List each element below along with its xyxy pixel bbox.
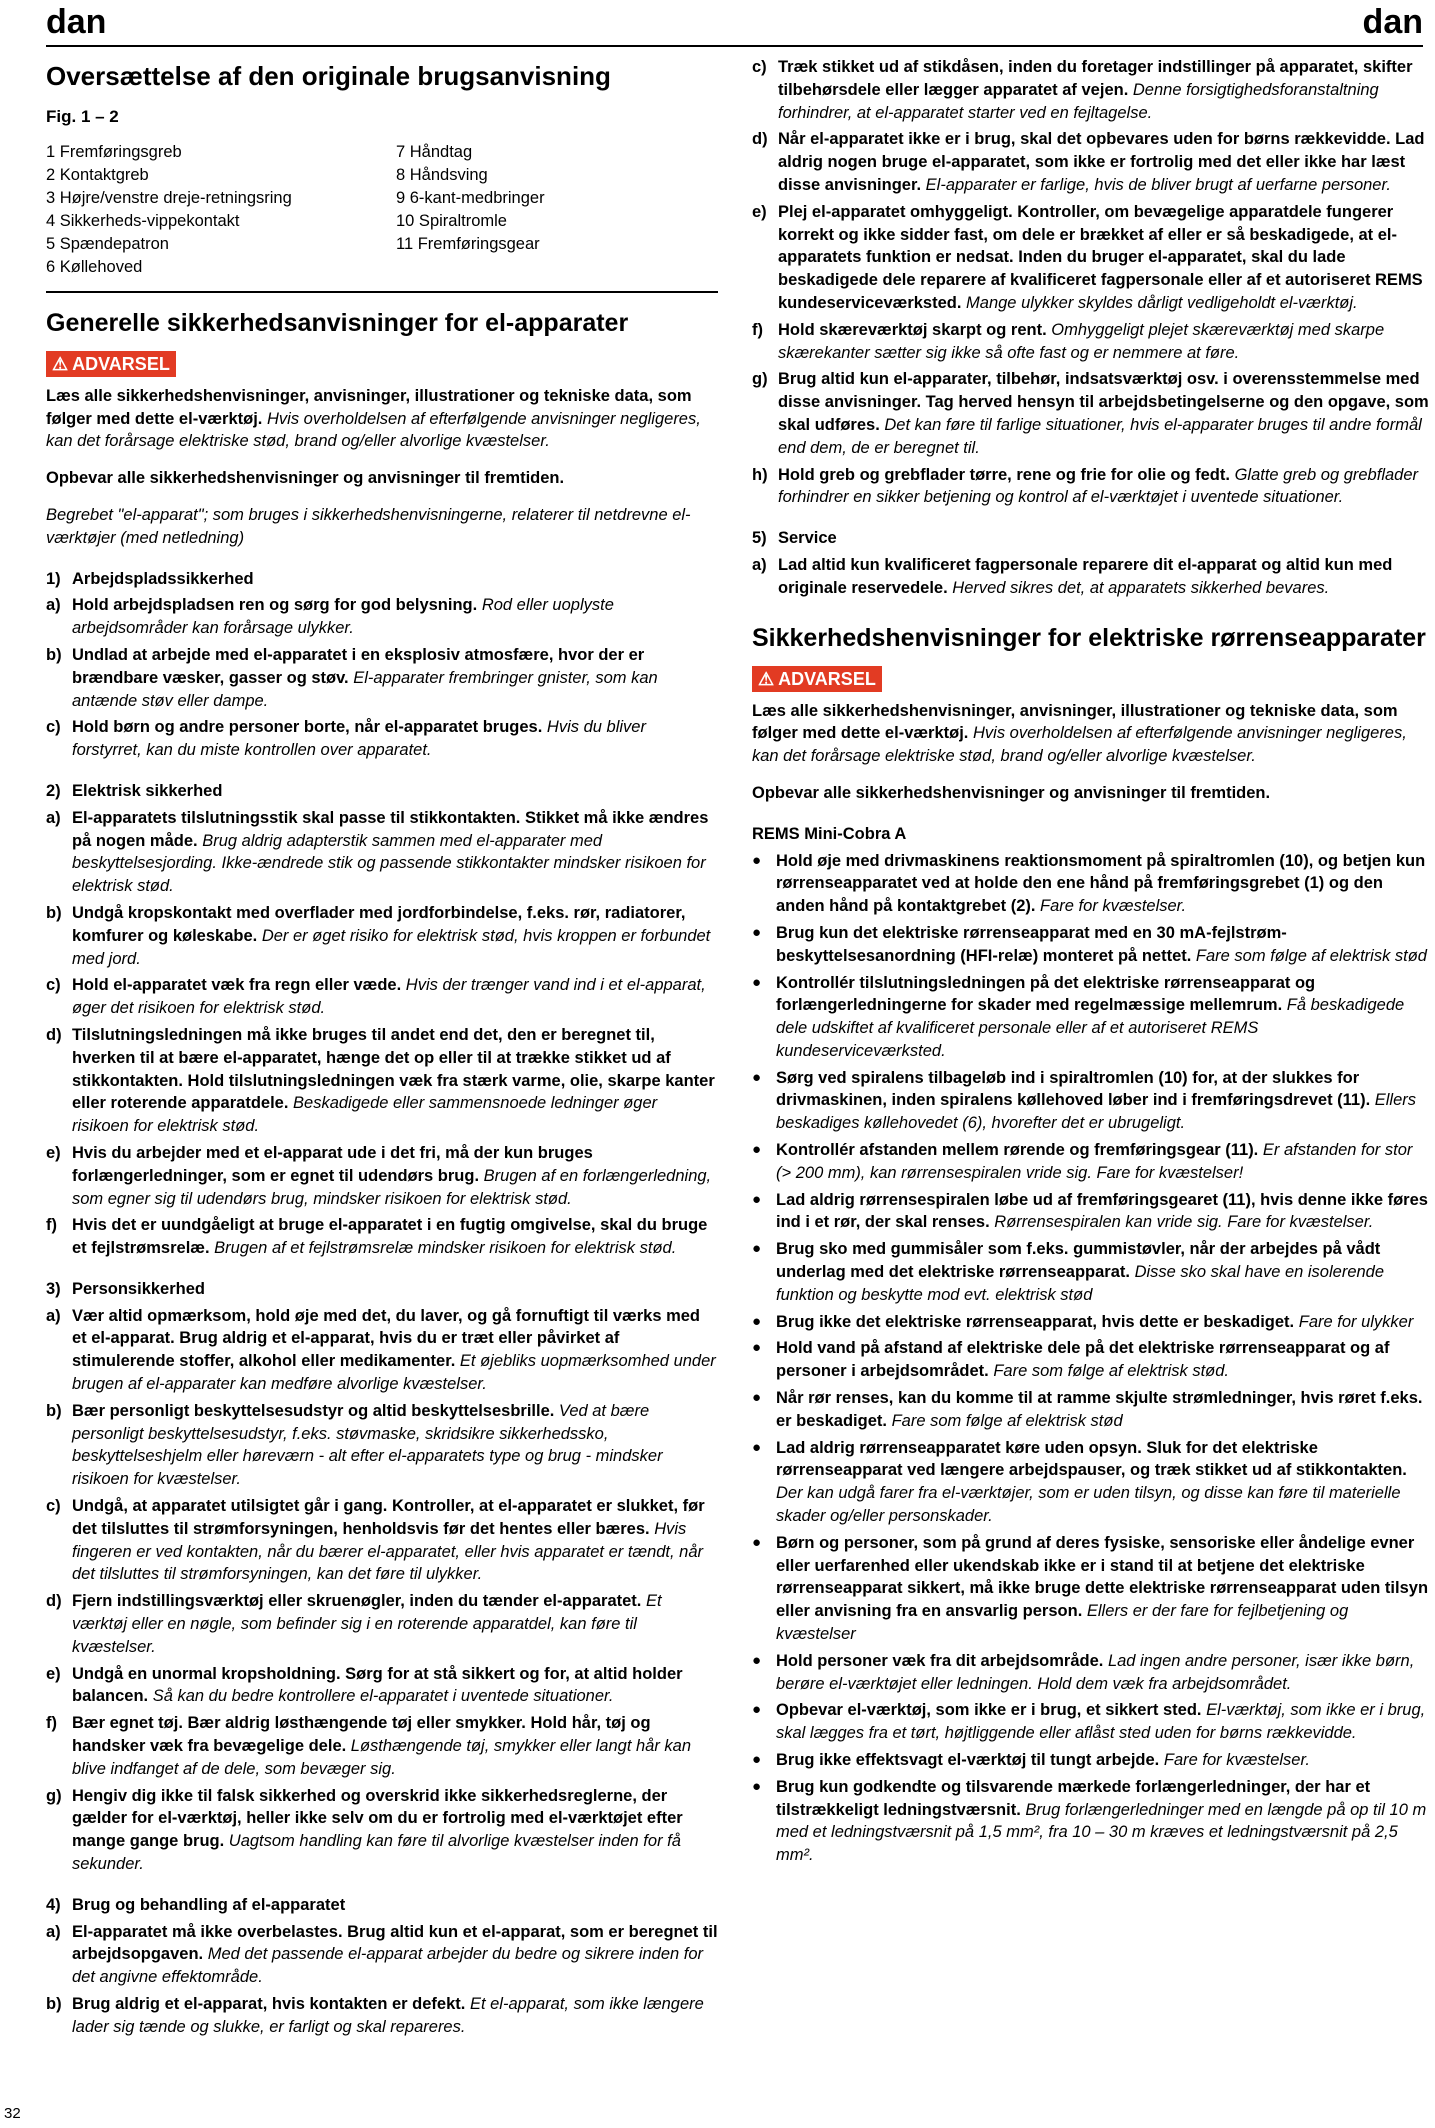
left-sections [46,568,718,2039]
item-explanation: Denne forsigtighedsforanstaltning forhindrer, at el-apparatet starter ved en fejltagelse. [778,80,1379,122]
item-explanation: Brugen af en forlængerledning, som egner sig til udendørs brug, mindsker risikoen for elektrisk stød. [72,1166,712,1208]
bullet-explanation: Fare som følge af elektrisk stød. [993,1362,1229,1381]
part-item: 9 6-kant-medbringer [396,188,545,207]
left-column [46,56,718,2043]
item-instruction: Vær altid opmærksom, hold øje med det, du laver, og gå fornuftigt til værks med et el-apparat. Brug aldrig et el-apparat, hvis du er træt eller påvirket af stimulerende stoffer, alkohol eller medikamenter. [72,1306,701,1371]
bullet-dot-icon: ● [752,1389,762,1407]
item-label: f) [46,1714,57,1733]
bullet-item [752,1238,1432,1306]
part-item: 8 Håndsving [396,165,488,184]
use-care-items-continued [752,56,1432,509]
bullet-text [776,1189,1432,1235]
bullet-instruction: Brug kun godkendte og tilsvarende mærkede forlængerledninger, der har et tilstrækkeligt ledningstværsnit. [776,1777,1371,1819]
list-item [46,644,718,712]
list-item [46,1495,718,1586]
item-explanation: Løsthængende tøj, smykker eller langt hår kan blive indfanget af de dele, som bevæger sig. [72,1737,692,1778]
bullet-instruction: Hold vand på afstand af elektriske dele på det elektriske rørrenseapparat og af personer i arbejdsområdet. [776,1339,1390,1381]
item-instruction: Brug aldrig et el-apparat, hvis kontakten er defekt. [72,1995,466,2013]
item-instruction: Undgå, at apparatet utilsigtet går i gang. Kontroller, at el-apparatet er slukket, før det tilsluttes til strømforsyningen, henholdsvis før det hentes eller bæres. [72,1497,705,1538]
bullet-dot-icon: ● [752,1777,762,1795]
item-explanation: El-apparater er farlige, hvis de bliver brugt af uerfarne personer. [925,175,1391,194]
page-number: 32 [4,2105,21,2122]
bullet-dot-icon: ● [752,1701,762,1719]
item-instruction: Plej el-apparatet omhyggeligt. Kontroller, om bevægelige apparatdele fungerer korrekt og ikke sidder fast, om dele er brækket af eller er så beskadigede, at el-apparatets funktion er nedsat. Inden du bruger el-apparatet, skal du lade beskadigede dele reparere af kvalificeret fagpersonale eller af et autoriseret REMS kundeserviceværksted. [778,202,1423,312]
item-instruction: El-apparatet må ikke overbelastes. Brug altid kun et el-apparat, som er beregnet til arbejdsopgaven. [72,1922,718,1964]
intro-bold: Læs alle sikkerhedshenvisninger, anvisninger, illustrationer og tekniske data, som følger med dette el-værktøj. [752,701,1398,743]
section-divider [46,291,718,293]
bullet-explanation: Ellers er der fare for fejlbetjening og kvæstelser [776,1602,1349,1644]
item-text [72,1785,718,1876]
bullet-explanation: Fare som følge af elektrisk stød [1195,946,1427,965]
item-text [778,464,1432,510]
item-instruction: Bær egnet tøj. Bær aldrig løsthængende tøj eller smykker. Hold hår, tøj og handsker væk fra bevægelige dele. [72,1714,651,1756]
list-item [46,1214,718,1260]
item-instruction: Når el-apparatet ikke er i brug, skal det opbevares uden for børns rækkevidde. Lad aldrig nogen bruge el-apparatet, som ikke er fortrolig med det eller ikke har læst disse anvisninger. [778,130,1425,194]
item-instruction: Træk stikket ud af stikdåsen, inden du foretager indstillinger på apparatet, skifter tilbehørsdele eller lægger apparatet af vejen. [778,58,1413,99]
section-title-text: Arbejdspladssikkerhed [72,569,254,588]
part-item: 10 Spiraltromle [396,211,507,230]
item-explanation: Brug aldrig adapterstik sammen med el-apparater med beskyttelsesjording. Ikke-ændrede stik og passende stikkontakter mindsker risikoen for elektrisk stød. [72,831,706,896]
warning-triangle-icon: ⚠ [52,353,69,374]
warning-label: ADVARSEL [778,668,876,689]
item-instruction: Lad altid kun kvalificeret fagpersonale reparere dit el-apparat og altid kun med originale reservedele. [778,555,1393,597]
item-text [778,554,1432,600]
item-label: d) [46,1025,62,1044]
item-instruction: Undlad at arbejde med el-apparatet i en eksplosiv atmosfære, hvor der er brændbare væsker, gasser og støv. [72,645,645,687]
bullet-instruction: Brug sko med gummisåler som f.eks. gummistøvler, når der arbejdes på vådt underlag med det elektriske rørrenseapparat. [776,1240,1381,1282]
item-explanation: Der er øget risiko for elektrisk stød, hvis kroppen er forbundet med jord. [72,926,711,968]
part-item: 2 Kontaktgreb [46,165,149,184]
bullet-text [776,1387,1432,1433]
general-safety-heading: Generelle sikkerhedsanvisninger for el-apparater [46,308,629,337]
item-text [778,56,1432,124]
item-instruction: Hvis det er uundgåeligt at bruge el-apparatet i en fugtig omgivelse, skal du bruge et fejlstrømsrelæ. [72,1216,708,1258]
right-column [752,56,1432,1871]
item-label: b) [46,903,62,922]
item-label: h) [752,465,768,484]
item-text [72,594,718,640]
bullet-dot-icon: ● [752,1651,762,1669]
item-explanation: Brugen af et fejlstrømsrelæ mindsker risikoen for elektrisk stød. [214,1239,677,1258]
figure-reference: Fig. 1 – 2 [46,107,119,126]
intro-italic: Hvis overholdelsen af efterfølgende anvisninger negligeres, kan det forårsage elektriske stød, brand og/eller alvorlige kvæstelser. [752,724,1407,766]
product-subheading: REMS Mini-Cobra A [752,824,907,843]
bullet-text [776,1776,1432,1867]
section-title [46,568,718,591]
list-item [46,902,718,970]
bullet-dot-icon: ● [752,1141,762,1159]
bullet-item [752,1749,1432,1772]
bullet-explanation: Lad ingen andre personer, især ikke børn, berøre el-værktøjet eller ledningen. Hold dem væk fra arbejdsområdet. [776,1651,1415,1693]
header-language-right: dan [1362,3,1423,41]
bullet-instruction: Lad aldrig rørrensespiralen løbe ud af fremføringsgearet (11), hvis denne ikke føres ind i et rør, der skal renses. [776,1190,1428,1232]
item-explanation: Mange ulykker skyldes dårligt vedligeholdt el-værktøj. [966,293,1358,312]
list-item [46,1305,718,1396]
bullet-instruction: Kontrollér tilslutningsledningen på det elektriske rørrenseapparat og forlængerledningerne for skader med regelmæssige mellemrum. [776,973,1316,1015]
bullet-text [776,1311,1432,1334]
bullet-instruction: Kontrollér afstanden mellem rørende og fremføringsgear (11). [776,1141,1259,1160]
item-label: c) [46,976,61,995]
item-label: c) [46,1497,61,1516]
bullet-explanation: Der kan udgå farer fra el-værktøjer, som er uden tilsyn, og disse kan føre til materielle skader og/eller personskader. [776,1484,1401,1526]
bullet-explanation: El-værktøj, som ikke er i brug, skal lægges fra et tørt, højtliggende eller aflåst sted uden for børns rækkevidde. [776,1701,1426,1743]
item-instruction: Hengiv dig ikke til falsk sikkerhed og overskrid ikke sikkerhedsreglerne, der gælder for el-værktøj, heller ikke selv om du er fortrolig med el-værktøjet efter mange gange brug. [72,1786,683,1851]
item-explanation: Herved sikres det, at apparatets sikkerhed bevares. [952,578,1330,597]
item-text [72,1214,718,1260]
parts-list [46,141,718,279]
list-item [46,974,718,1020]
item-instruction: Hold el-apparatet væk fra regn eller væde. [72,976,402,995]
item-text [778,319,1432,365]
section-title-text: Personsikkerhed [72,1279,205,1298]
section-number: 2) [46,781,61,800]
intro-bold: Læs alle sikkerhedshenvisninger, anvisninger, illustrationer og tekniske data, som følger med dette el-værktøj. [46,386,692,428]
drain-cleaner-safety-heading: Sikkerhedshenvisninger for elektriske rørrenseapparater [752,623,1426,652]
bullet-explanation: Disse sko skal have en isolerende funktion og beskytte mod evt. elektrisk stød [776,1263,1385,1304]
part-item: 3 Højre/venstre dreje-retningsring [46,188,292,207]
bullet-instruction: Når rør renses, kan du komme til at ramme skjulte strømledninger, hvis røret f.eks. er beskadiget. [776,1389,1423,1430]
item-label: f) [752,320,763,339]
bullet-text [776,1067,1432,1135]
item-text [72,1921,718,1989]
document-title: Oversættelse af den originale brugsanvisning [46,61,611,91]
section-number: 1) [46,569,61,588]
bullet-list [752,850,1432,1867]
bullet-item [752,1699,1432,1745]
bullet-explanation: Få beskadigede dele udskiftet af kvalificeret personale eller af et autoriseret REMS kundeserviceværksted. [776,996,1405,1060]
section-title [46,780,718,803]
bullet-explanation: Er afstanden for stor (> 200 mm), kan rørrensespiralen vride sig. Fare for kvæstelser! [776,1141,1413,1182]
item-label: e) [46,1143,61,1162]
part-item: 6 Køllehoved [46,257,143,276]
bullet-dot-icon: ● [752,1339,762,1357]
item-explanation: Hvis fingeren er ved kontakten, når du bærer el-apparatet, eller hvis apparatet er tændt, når det tilsluttes til strømforsyningen, kan det føre til ulykker. [72,1519,704,1584]
item-label: b) [46,1401,62,1420]
bullet-explanation: Fare for kvæstelser. [1040,897,1187,916]
list-item [752,554,1432,600]
item-explanation: Et øjebliks uopmærksomhed under brugen af el-apparater kan medføre alvorlige kvæstelser. [72,1352,716,1394]
keep-instructions: Opbevar alle sikkerhedshenvisninger og anvisninger til fremtiden. [46,469,565,488]
item-instruction: Hold greb og grebflader tørre, rene og frie for olie og fedt. [778,465,1230,484]
bullet-item [752,1139,1432,1185]
item-text [72,902,718,970]
list-item [752,128,1432,196]
bullet-item [752,1776,1432,1867]
item-text [72,1142,718,1210]
bullet-text [776,1139,1432,1185]
item-explanation: Det kan føre til farlige situationer, hvis el-apparater bruges til andre formål end dem, de er beregnet til. [778,415,1422,457]
bullet-dot-icon: ● [752,1240,762,1258]
section-title-text: Brug og behandling af el-apparatet [72,1895,346,1914]
bullet-text [776,1749,1432,1772]
item-explanation: Hvis du bliver forstyrret, kan du miste kontrollen over apparatet. [72,718,646,760]
warning-triangle-icon: ⚠ [758,668,775,689]
item-text [72,1400,718,1491]
bullet-explanation: Rørrensespiralen kan vride sig. Fare for kvæstelser. [994,1213,1374,1232]
bullet-item [752,972,1432,1063]
item-explanation: Uagtsom handling kan føre til alvorlige kvæstelser inden for få sekunder. [72,1832,681,1874]
list-item [752,319,1432,365]
bullet-dot-icon: ● [752,973,762,991]
bullet-dot-icon: ● [752,1533,762,1551]
list-item [752,201,1432,315]
item-text [72,1712,718,1780]
bullet-text [776,1650,1432,1696]
list-item [752,56,1432,124]
item-explanation: Et el-apparat, som ikke længere lader sig tænde og slukke, er farligt og skal repareres. [72,1995,704,2036]
item-explanation: Et værktøj eller en nøgle, som befinder sig i en roterende apparatdel, kan føre til kvæstelser. [72,1592,662,1656]
bullet-text [776,850,1432,918]
bullet-explanation: Fare for ulykker [1298,1312,1414,1331]
item-explanation: Med det passende el-apparat arbejder du bedre og sikrere inden for det angivne effektområde. [72,1945,704,1987]
part-item: 1 Fremføringsgreb [46,142,182,161]
bullet-instruction: Brug ikke det elektriske rørrenseapparat, hvis dette er beskadiget. [776,1312,1295,1331]
item-explanation: Beskadigede eller sammensnoede ledninger øger risikoen for elektrisk stød. [72,1094,658,1136]
section-title [46,1894,718,1917]
item-label: a) [46,808,61,827]
bullet-instruction: Brug ikke effektsvagt el-værktøj til tungt arbejde. [776,1751,1160,1769]
item-text [72,1495,718,1586]
bullet-item [752,1311,1432,1334]
bullet-instruction: Lad aldrig rørrenseapparatet køre uden opsyn. Sluk for det elektriske rørrenseapparat ved længere arbejdspauser, og træk stikket ud af stikkontakten. [776,1438,1407,1480]
item-label: b) [46,645,62,664]
item-label: g) [752,370,768,389]
bullet-dot-icon: ● [752,1438,762,1456]
bullet-item [752,1067,1432,1135]
item-text [72,807,718,898]
warning-badge [752,666,882,692]
bullet-text [776,922,1432,968]
parts-list-col-1 [46,141,396,279]
item-instruction: Brug altid kun el-apparater, tilbehør, indsatsværktøj osv. i overensstemmelse med disse anvisninger. Tag herved hensyn til arbejdsbetingelserne og den opgave, som skal udføres. [778,370,1429,434]
bullet-item [752,1437,1432,1528]
header-language-left: dan [46,3,107,41]
item-instruction: Hvis du arbejder med et el-apparat ude i det fri, må der kun bruges forlængerledninger, som er egnet til udendørs brug. [72,1143,593,1185]
item-instruction: Hold børn og andre personer borte, når el-apparatet bruges. [72,718,543,737]
item-explanation: El-apparater frembringer gnister, som kan antænde støv eller dampe. [72,668,658,710]
item-text [72,716,718,762]
item-text [72,1663,718,1709]
bullet-text [776,972,1432,1063]
item-instruction: Hold arbejdspladsen ren og sørg for god belysning. [72,596,478,615]
bullet-item [752,1387,1432,1433]
item-text [778,128,1432,196]
section-number: 3) [46,1279,61,1298]
warning-badge [46,351,176,377]
bullet-dot-icon: ● [752,851,762,869]
item-instruction: Bær personligt beskyttelsesudstyr og altid beskyttelsesbrille. [72,1401,555,1420]
parts-list-col-2 [396,141,716,279]
part-item: 11 Fremføringsgear [396,234,540,253]
list-item [46,716,718,762]
bullet-instruction: Opbevar el-værktøj, som ikke er i brug, et sikkert sted. [776,1701,1202,1720]
item-label: e) [752,202,767,221]
item-label: c) [752,58,767,76]
list-item [752,464,1432,510]
item-instruction: Hold skæreværktøj skarpt og rent. [778,320,1047,339]
item-text [72,1993,718,2039]
term-definition: Begrebet "el-apparat"; som bruges i sikkerhedshenvisningerne, relaterer til netdrevne el-værktøjer (med netledning) [46,505,691,547]
item-label: g) [46,1786,62,1805]
item-text [778,201,1432,315]
list-item [46,1785,718,1876]
bullet-instruction: Sørg ved spiralens tilbageløb ind i spiraltromlen (10) for, at der slukkes for drivmaskinen, inden spiralens køllehoved løber ind i fremføringsdrevet (11). [776,1068,1371,1110]
list-item [46,1921,718,1989]
bullet-text [776,1437,1432,1528]
warning-label: ADVARSEL [72,353,170,374]
list-item [46,1024,718,1138]
intro-paragraph [752,700,1432,768]
item-instruction: Undgå en unormal kropsholdning. Sørg for at stå sikkert og for, at altid holder balancen. [72,1664,683,1706]
item-text [72,1305,718,1396]
item-label: b) [46,1995,62,2013]
item-label: e) [46,1664,61,1683]
part-item: 7 Håndtag [396,142,473,161]
item-label: a) [46,1306,61,1325]
item-label: a) [46,1922,61,1941]
bullet-explanation: Ellers beskadiges køllehovedet (6), hvorefter det er ubrugeligt. [776,1091,1417,1133]
bullet-item [752,1189,1432,1235]
part-item: 5 Spændepatron [46,234,169,253]
section-title-text: Elektrisk sikkerhed [72,781,223,800]
header-rule [46,45,1423,47]
list-item [46,1712,718,1780]
keep-instructions: Opbevar alle sikkerhedshenvisninger og anvisninger til fremtiden. [752,783,1271,802]
item-text [778,368,1432,459]
item-instruction: Undgå kropskontakt med overflader med jordforbindelse, f.eks. rør, radiatorer, komfurer og køleskabe. [72,903,686,945]
bullet-item [752,1650,1432,1696]
bullet-item [752,922,1432,968]
service-items [752,554,1432,600]
list-item [752,368,1432,459]
bullet-explanation: Fare for kvæstelser. [1163,1751,1310,1769]
item-explanation: Omhyggeligt plejet skæreværktøj med skarpe skærekanter sætter sig ikke så ofte fast og er nemmere at føre. [778,320,1385,362]
bullet-explanation: Brug forlængerledninger med en længde på op til 10 m med et ledningstværsnit på 1,5 mm², fra 10 – 30 m kræves et ledningstværsnit på 2,5 mm². [776,1800,1427,1865]
item-explanation: Rod eller uoplyste arbejdsområder kan forårsage ulykker. [72,596,614,638]
item-explanation: Hvis der trænger vand ind i et el-apparat, øger det risikoen for elektrisk stød. [72,976,706,1018]
bullet-dot-icon: ● [752,923,762,941]
item-text [72,1024,718,1138]
item-label: a) [46,596,61,615]
item-text [72,644,718,712]
bullet-text [776,1238,1432,1306]
item-explanation: Ved at bære personligt beskyttelsesudstyr, f.eks. støvmaske, skridsikre sikkerhedssko, beskyttelseshjelm eller høreværn - alt efter el-apparatets type og brug - mindsker risikoen for kvæstelser. [72,1401,663,1489]
list-item [46,1663,718,1709]
bullet-text [776,1699,1432,1745]
item-instruction: Tilslutningsledningen må ikke bruges til andet end det, den er beregnet til, hverken til at bære el-apparatet, hænge det op eller til at trække stikket ud af stikkontakten. Hold tilslutningsledningen væk fra stærk varme, olie, skarpe kanter eller roterende apparatdele. [72,1025,715,1113]
bullet-dot-icon: ● [752,1312,762,1330]
list-item [46,807,718,898]
intro-italic: Hvis overholdelsen af efterfølgende anvisninger negligeres, kan det forårsage elektriske stød, brand og/eller alvorlige kvæstelser. [46,409,701,451]
item-label: c) [46,718,61,737]
bullet-item [752,850,1432,918]
item-instruction: Fjern indstillingsværktøj eller skruenøgler, inden du tænder el-apparatet. [72,1592,642,1611]
bullet-instruction: Hold personer væk fra dit arbejdsområde. [776,1651,1104,1670]
item-text [72,974,718,1020]
item-explanation: Glatte greb og grebflader forhindrer en sikker betjening og kontrol af el-værktøjet i uventede situationer. [778,465,1419,507]
section-number: 4) [46,1895,61,1914]
bullet-dot-icon: ● [752,1751,762,1768]
item-instruction: El-apparatets tilslutningsstik skal passe til stikkontakten. Stikket må ikke ændres på nogen måde. [72,808,709,850]
item-label: d) [752,130,768,149]
bullet-item [752,1337,1432,1383]
list-item [46,594,718,640]
intro-paragraph [46,385,718,453]
bullet-instruction: Børn og personer, som på grund af deres fysiske, sensoriske eller åndelige evner eller uerfarenhed eller ukendskab ikke er i stand til at betjene det elektriske rørrenseapparat sikkert, må ikke bruge dette elektriske rørrenseapparat uden tilsyn eller anvisning fra en ansvarlig person. [776,1533,1429,1621]
list-item [46,1590,718,1658]
item-text [72,1590,718,1658]
item-label: f) [46,1216,57,1235]
bullet-text [776,1532,1432,1646]
section-title [46,1278,718,1301]
list-item [46,1400,718,1491]
item-label: d) [46,1592,62,1611]
bullet-explanation: Fare som følge af elektrisk stød [891,1411,1123,1430]
list-item [46,1993,718,2039]
list-item [46,1142,718,1210]
service-section-title: 5) Service [752,529,837,548]
bullet-instruction: Brug kun det elektriske rørrenseapparat med en 30 mA-fejlstrøm-beskyttelsesanordning (HFI-relæ) monteret på nettet. [776,923,1287,965]
bullet-instruction: Hold øje med drivmaskinens reaktionsmoment på spiraltromlen (10), og betjen kun rørrenseapparatet ved at holde den ene hånd på fremføringsgrebet (1) og den anden hånd på kontaktgrebet (2). [776,851,1426,916]
bullet-dot-icon: ● [752,1068,762,1086]
part-item: 4 Sikkerheds-vippekontakt [46,211,240,230]
item-label: a) [752,555,767,574]
item-explanation: Så kan du bedre kontrollere el-apparatet i uventede situationer. [152,1687,614,1706]
bullet-dot-icon: ● [752,1190,762,1208]
bullet-item [752,1532,1432,1646]
bullet-text [776,1337,1432,1383]
